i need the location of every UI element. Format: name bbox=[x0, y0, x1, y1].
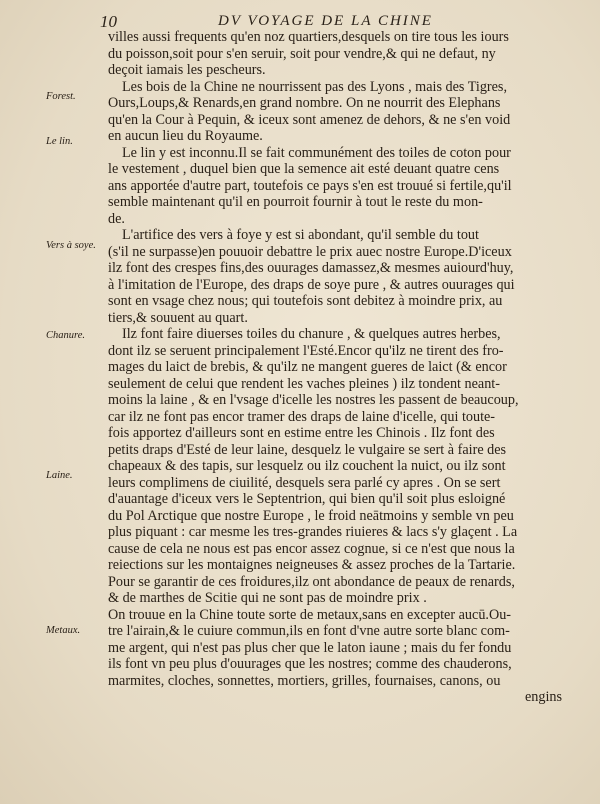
margin-note-metaux: Metaux. bbox=[46, 625, 81, 636]
running-title: DV VOYAGE DE LA CHINE bbox=[218, 13, 433, 29]
text-line: deçoit iamais les pescheurs. bbox=[108, 62, 266, 78]
text-line: semble maintenant qu'il en pourroit fournir à tout le reste du mon- bbox=[108, 194, 483, 210]
text-line: (s'il ne surpasse)en pouuoir debattre le prix auec nostre Europe.D'iceux bbox=[108, 243, 512, 260]
text-line: me argent, qui n'est pas plus cher que le laton iaune ; mais du fer fondu bbox=[108, 639, 512, 656]
text-line: fois apportez d'ailleurs sont en estime entre les Chinois . Ilz font des bbox=[108, 425, 495, 441]
text-line: du Pol Arctique que nostre Europe , le froid neātmoins y semble vn peu bbox=[108, 507, 514, 524]
margin-note-lin: Le lin. bbox=[46, 136, 73, 147]
text-line: Le lin y est inconnu.Il se fait communément des toiles de coton pour bbox=[122, 144, 511, 161]
text-line: ils font vn peu plus d'ouurages que les nostres; comme des chauderons, bbox=[108, 656, 512, 672]
text-line: plus piquant : car mesme les tres-grandes riuieres & lacs s'y glaçent . La bbox=[108, 524, 518, 540]
text-line: dont ilz se seruent principalement l'Esté.Encor qu'ilz ne tirent des fro- bbox=[108, 342, 504, 359]
text-line: ans apportée d'autre part, toutefois ce pays s'en est trouué si fertile,qu'il bbox=[108, 177, 512, 194]
text-line: engins bbox=[524, 689, 562, 705]
text-line: d'auantage d'iceux vers le Septentrion, qui bien qu'il soit plus esloigné bbox=[108, 491, 506, 507]
text-line: marmites, cloches, sonnettes, mortiers, grilles, fournaises, canons, ou bbox=[108, 672, 501, 689]
margin-note-chanure: Chanure. bbox=[46, 330, 85, 341]
text-line: ilz font des crespes fins,des ouurages damassez,& mesmes auiourd'huy, bbox=[108, 260, 514, 276]
text-line: Pour se garantir de ces froidures,ilz ont abondance de peaux de renards, bbox=[108, 573, 515, 590]
text-line: reiections sur les montaignes neigneuses & assez proches de la Tartarie. bbox=[108, 557, 516, 573]
text-line: du poisson,soit pour s'en seruir, soit pour vendre,& qui ne defaut, ny bbox=[108, 45, 496, 62]
text-line: villes aussi frequents qu'en noz quartiers,desquels on tire tous les iours bbox=[108, 29, 509, 45]
text-line: moins la laine , & en l'vsage d'icelle les nostres les passent de beaucoup, bbox=[108, 392, 519, 408]
page-number: 10 bbox=[100, 12, 117, 31]
text-line: de. bbox=[108, 210, 125, 227]
text-line: On trouue en la Chine toute sorte de metaux,sans en excepter aucū.Ou- bbox=[108, 606, 512, 623]
margin-note-laine: Laine. bbox=[46, 470, 73, 481]
text-line: leurs complimens de ciuilité, desquels sera parlé cy apres . On se sert bbox=[108, 474, 501, 491]
body-text bbox=[108, 29, 574, 706]
text-line: chapeaux & des tapis, sur lesquelz ou ilz couchent la nuict, ou ilz sont bbox=[108, 458, 506, 474]
text-line: Ilz font faire diuerses toiles du chanure , & quelques autres herbes, bbox=[122, 326, 501, 342]
text-line: & de marthes de Scitie qui ne sont pas de moindre prix . bbox=[108, 590, 427, 606]
margin-note-vers-a-soye: Vers à soye. bbox=[46, 240, 96, 251]
text-line: en aucun lieu du Royaume. bbox=[108, 128, 263, 144]
text-line: car ilz ne font pas encor tramer des draps de laine d'icelle, qui toute- bbox=[108, 408, 496, 425]
text-line: Ours,Loups,& Renards,en grand nombre. On ne nourrit des Elephans bbox=[108, 95, 501, 111]
text-line: cause de cela ne nous est pas encor assez cognue, si ce n'est que nous la bbox=[108, 540, 515, 557]
text-line: mages du laict de brebis, & qu'ilz ne mangent gueres de laict (& encor bbox=[108, 359, 507, 375]
text-line: qu'en la Cour à Pequin, & iceux sont amenez de dehors, & ne s'en void bbox=[108, 111, 511, 128]
text-line: L'artifice des vers à foye y est si abondant, qu'il semble du tout bbox=[122, 227, 479, 243]
text-line: seulement de celui que rendent les vaches pleines ) ilz tondent neant- bbox=[108, 375, 500, 392]
text-line: le vestement , duquel bien que la semence ait esté deuant quatre cens bbox=[108, 161, 500, 177]
text-line: sont en vsage chez nous; qui toutefois sont debitez à moindre prix, au bbox=[108, 293, 503, 309]
text-line: petits draps d'Esté de leur laine, desquelz le vulgaire se sert à faire des bbox=[108, 441, 507, 458]
text-line: Les bois de la Chine ne nourrissent pas des Lyons , mais des Tigres, bbox=[122, 78, 508, 95]
text-line: tre l'airain,& le cuiure commun,ils en font d'vne autre sorte blanc com- bbox=[108, 623, 510, 639]
text-line: à l'imitation de l'Europe, des draps de soye pure , & autres ouurages qui bbox=[108, 276, 515, 293]
margin-note-forest: Forest. bbox=[46, 91, 76, 102]
text-line: tiers,& souuent au quart. bbox=[108, 309, 248, 326]
